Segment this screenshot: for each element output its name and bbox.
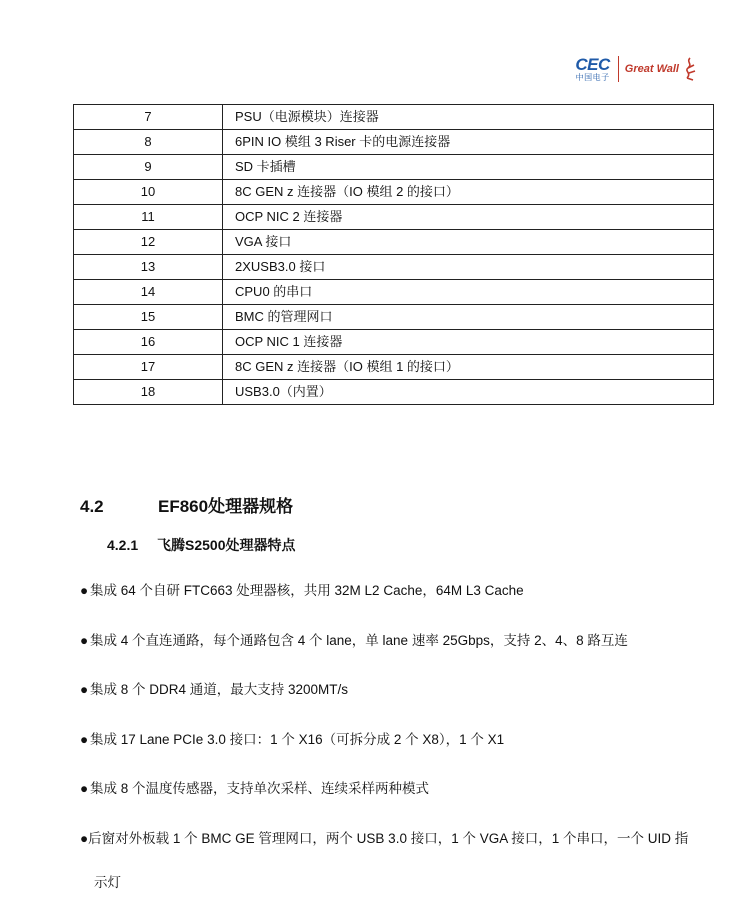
- feature-list: [80, 578, 700, 896]
- port-number-cell: 12: [74, 230, 223, 255]
- table-row: [74, 355, 714, 380]
- table-row: [74, 330, 714, 355]
- port-number-cell: 11: [74, 205, 223, 230]
- header-logos: [575, 52, 698, 86]
- port-description-cell: PSU（电源模块）连接器: [223, 105, 714, 130]
- cec-subtitle: 中国电子: [575, 72, 610, 82]
- port-number-cell: 14: [74, 280, 223, 305]
- list-item: [80, 776, 700, 826]
- bullet-dot: ●: [80, 583, 89, 598]
- table-row: [74, 230, 714, 255]
- bullet-dot: ●: [80, 830, 89, 846]
- port-description-cell: 6PIN IO 模组 3 Riser 卡的电源连接器: [223, 130, 714, 155]
- table-row: [74, 380, 714, 405]
- list-item: [80, 578, 700, 628]
- logo-divider: [618, 56, 619, 82]
- table-row: [74, 305, 714, 330]
- ports-table: [73, 104, 714, 405]
- port-description-cell: OCP NIC 1 连接器: [223, 330, 714, 355]
- subsection-number: 4.2.1: [107, 537, 139, 553]
- table-row: [74, 255, 714, 280]
- list-item: [80, 727, 700, 777]
- list-item-text: 集成 8 个 DDR4 通道，最大支持 3200MT/s: [90, 682, 349, 697]
- port-number-cell: 8: [74, 130, 223, 155]
- list-item-text: 集成 8 个温度传感器，支持单次采样、连续采样两种模式: [90, 781, 430, 796]
- list-item-text: 集成 4 个直连通路，每个通路包含 4 个 lane，单 lane 速率 25Gbps，支持 2、4、8 路互连: [90, 632, 628, 648]
- list-item-text: 集成 64 个自研 FTC663 处理器核，共用 32M L2 Cache，64M L3 Cache: [90, 583, 524, 598]
- port-number-cell: 7: [74, 105, 223, 130]
- section-title: EF860处理器规格: [158, 497, 294, 516]
- table-row: [74, 205, 714, 230]
- table-row: [74, 155, 714, 180]
- subsection-title: 飞腾S2500处理器特点: [157, 537, 296, 553]
- port-description-cell: 2XUSB3.0 接口: [223, 255, 714, 280]
- table-row: [74, 130, 714, 155]
- port-number-cell: 9: [74, 155, 223, 180]
- list-item: [80, 628, 700, 678]
- port-description-cell: 8C GEN z 连接器（IO 模组 1 的接口）: [223, 355, 714, 380]
- greatwall-logo: Great Wall: [624, 63, 679, 75]
- greatwall-mark-icon: [682, 56, 698, 82]
- bullet-dot: ●: [80, 632, 89, 648]
- port-description-cell: BMC 的管理网口: [223, 305, 714, 330]
- port-description-cell: OCP NIC 2 连接器: [223, 205, 714, 230]
- table-row: [74, 280, 714, 305]
- port-number-cell: 17: [74, 355, 223, 380]
- bullet-dot: ●: [80, 731, 89, 747]
- port-description-cell: SD 卡插槽: [223, 155, 714, 180]
- list-item: [80, 677, 700, 727]
- port-number-cell: 10: [74, 180, 223, 205]
- port-number-cell: 16: [74, 330, 223, 355]
- list-item-continuation: 示灯: [94, 874, 121, 890]
- port-number-cell: 18: [74, 380, 223, 405]
- port-description-cell: VGA 接口: [223, 230, 714, 255]
- cec-logo-block: [575, 54, 610, 82]
- port-description-cell: USB3.0（内置）: [223, 380, 714, 405]
- list-item: [80, 826, 700, 896]
- table-row: [74, 180, 714, 205]
- table-row: [74, 105, 714, 130]
- section-heading: [80, 492, 293, 517]
- port-description-cell: 8C GEN z 连接器（IO 模组 2 的接口）: [223, 180, 714, 205]
- bullet-dot: ●: [80, 682, 89, 697]
- bullet-dot: ●: [80, 781, 89, 796]
- subsection-heading: [107, 535, 295, 555]
- cec-logo: CEC: [575, 54, 610, 74]
- port-number-cell: 13: [74, 255, 223, 280]
- section-number: 4.2: [80, 497, 104, 516]
- port-description-cell: CPU0 的串口: [223, 280, 714, 305]
- list-item-text: 后窗对外板载 1 个 BMC GE 管理网口，两个 USB 3.0 接口，1 个 VGA 接口，1 个串口，一个 UID 指: [88, 830, 689, 846]
- port-number-cell: 15: [74, 305, 223, 330]
- list-item-text: 集成 17 Lane PCIe 3.0 接口：1 个 X16（可拆分成 2 个 X8），1 个 X1: [90, 731, 505, 747]
